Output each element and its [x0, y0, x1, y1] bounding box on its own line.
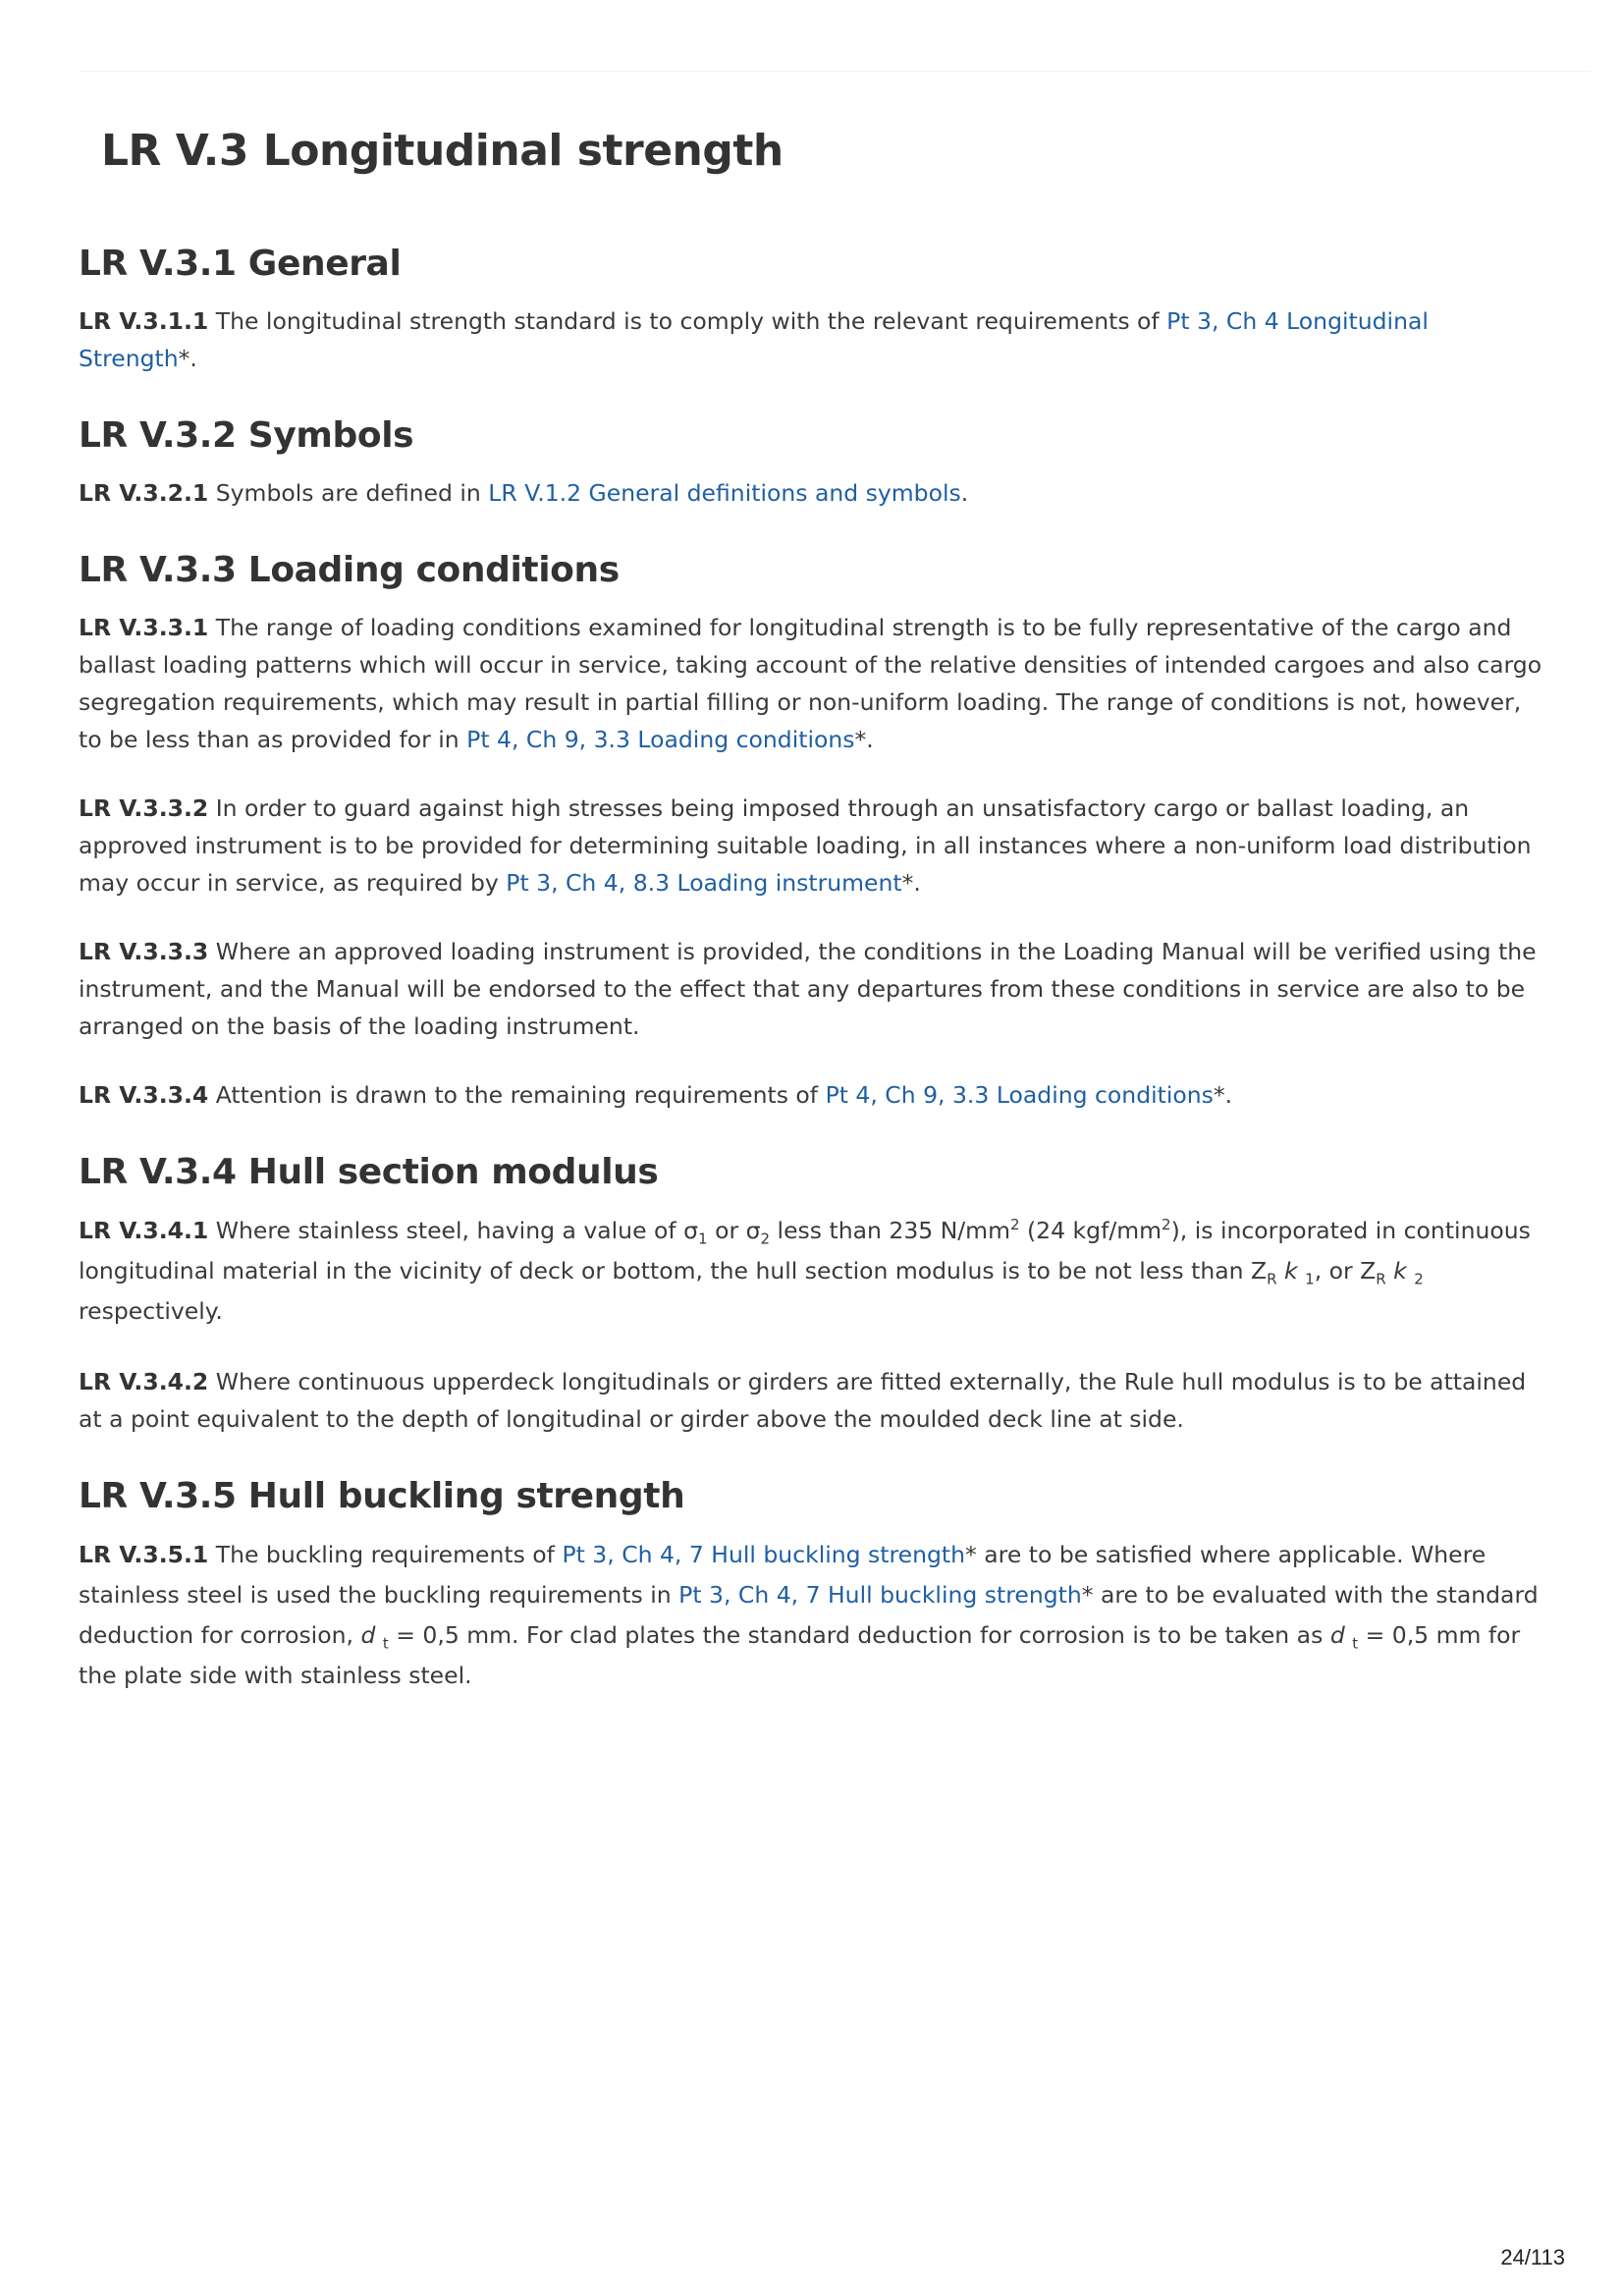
paragraph-v3-3-2: LR V.3.3.2 In order to guard against high stresses being imposed through an unsatisfactory cargo or ballast loading, an approved instrument is to be provided for determining suitable loading, in all instances where a non-uniform load distribution may occur in service, as required by Pt 3, Ch 4, 8.3 Loading instrument*.	[79, 794, 1532, 897]
section-heading-hull-buckling-strength: LR V.3.5 Hull buckling strength	[79, 1476, 685, 1516]
link-pt3-ch4-hull-buckling-strength-2[interactable]: Pt 3, Ch 4, 7 Hull buckling strength	[678, 1581, 1082, 1609]
clause-number: LR V.3.5.1	[79, 1541, 209, 1568]
clause-number: LR V.3.3.3	[79, 938, 209, 965]
paragraph-v3-3-3: LR V.3.3.3 Where an approved loading instrument is provided, the conditions in the Loading Manual will be verified using the instrument, and the Manual will be endorsed to the effect that any departures from these conditions in service are also to be arranged on the basis of the loading instrument.	[79, 938, 1537, 1040]
page-title: LR V.3 Longitudinal strength	[101, 126, 784, 176]
paragraph-v3-2-1: LR V.3.2.1 Symbols are defined in LR V.1.2 General definitions and symbols.	[79, 479, 969, 507]
document-body	[79, 236, 1551, 1696]
link-pt3-ch4-hull-buckling-strength[interactable]: Pt 3, Ch 4, 7 Hull buckling strength	[562, 1541, 966, 1568]
paragraph-v3-4-2: LR V.3.4.2 Where continuous upperdeck longitudinals or girders are fitted externally, the Rule hull modulus is to be attained at a point equivalent to the depth of longitudinal or girder above the moulded deck line at side.	[79, 1368, 1527, 1433]
clause-number: LR V.3.4.1	[79, 1217, 209, 1244]
clause-number: LR V.3.1.1	[79, 307, 209, 335]
clause-number: LR V.3.4.2	[79, 1368, 209, 1395]
link-general-definitions-symbols[interactable]: LR V.1.2 General definitions and symbols	[488, 479, 961, 507]
link-pt4-ch9-loading-conditions-2[interactable]: Pt 4, Ch 9, 3.3 Loading conditions	[825, 1081, 1214, 1109]
page-number: 24/113	[1500, 2245, 1565, 2269]
link-pt3-ch4-loading-instrument[interactable]: Pt 3, Ch 4, 8.3 Loading instrument	[506, 869, 902, 897]
clause-number: LR V.3.3.4	[79, 1081, 209, 1109]
link-pt3-ch4-longitudinal-strength[interactable]: Pt 3, Ch 4 Longitudinal Strength	[79, 307, 1429, 372]
clause-number: LR V.3.3.1	[79, 614, 209, 641]
section-heading-symbols: LR V.3.2 Symbols	[79, 415, 414, 456]
section-heading-loading-conditions: LR V.3.3 Loading conditions	[79, 550, 620, 590]
section-heading-hull-section-modulus: LR V.3.4 Hull section modulus	[79, 1152, 659, 1192]
paragraph-v3-3-4: LR V.3.3.4 Attention is drawn to the remaining requirements of Pt 4, Ch 9, 3.3 Loading conditions*.	[79, 1081, 1233, 1109]
paragraph-v3-4-1: LR V.3.4.1 Where stainless steel, having a value of $\sigma_1$ or $\sigma_2$ less than 235 $N/mm^2$ (24 kgf/$mm^2$), is incorporated in continuous longitudinal material in the vicinity of deck or bottom, the hull section modulus is to be not less than $Z_R$ k $_1$, or $Z_R$ k $_2$ respectively.	[79, 1216, 1531, 1325]
clause-number: LR V.3.2.1	[79, 479, 209, 507]
link-pt4-ch9-loading-conditions[interactable]: Pt 4, Ch 9, 3.3 Loading conditions	[466, 726, 855, 753]
paragraph-v3-3-1: LR V.3.3.1 The range of loading conditions examined for longitudinal strength is to be fully representative of the cargo and ballast loading patterns which will occur in service, taking account of the relative densities of intended cargoes and also cargo segregation requirements, which may result in partial filling or non-uniform loading. The range of conditions is not, however, to be less than as provided for in Pt 4, Ch 9, 3.3 Loading conditions*.	[79, 614, 1542, 753]
paragraph-v3-5-1: LR V.3.5.1 The buckling requirements of Pt 3, Ch 4, 7 Hull buckling strength* are to be satisfied where applicable. Where stainless steel is used the buckling requirements in Pt 3, Ch 4, 7 Hull buckling strength* are to be evaluated with the standard deduction for corrosion, d $_t$ = 0,5 mm. For clad plates the standard deduction for corrosion is to be taken as d $_t$ = 0,5 mm for the plate side with stainless steel.	[79, 1541, 1539, 1689]
section-heading-general: LR V.3.1 General	[79, 244, 402, 284]
header-rule	[79, 71, 1591, 72]
paragraph-v3-1-1: LR V.3.1.1 The longitudinal strength standard is to comply with the relevant requirements of Pt 3, Ch 4 Longitudinal Strength*.	[79, 307, 1429, 372]
clause-number: LR V.3.3.2	[79, 794, 209, 822]
